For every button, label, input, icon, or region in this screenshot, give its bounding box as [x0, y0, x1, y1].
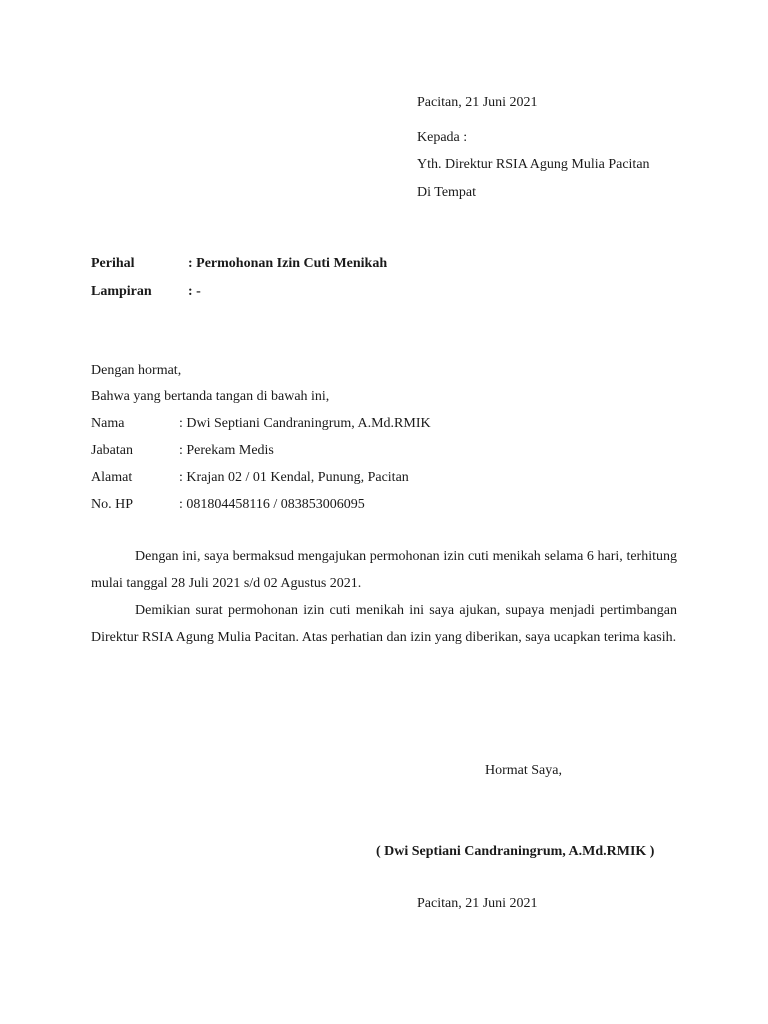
intro-line: Bahwa yang bertanda tangan di bawah ini,: [91, 389, 330, 404]
identity-value-nama: : Dwi Septiani Candraningrum, A.Md.RMIK: [179, 416, 431, 431]
recipient-line: Yth. Direktur RSIA Agung Mulia Pacitan: [417, 157, 650, 172]
perihal-label: Perihal: [91, 256, 135, 271]
identity-label-phone: No. HP: [91, 497, 134, 512]
closing-date: Pacitan, 21 Juni 2021: [417, 896, 538, 911]
salutation: Dengan hormat,: [91, 363, 182, 378]
identity-value-alamat: : Krajan 02 / 01 Kendal, Punung, Pacitan: [179, 470, 409, 485]
perihal-value: : Permohonan Izin Cuti Menikah: [188, 256, 388, 271]
identity-value-phone: : 081804458116 / 083853006095: [179, 497, 365, 512]
identity-value-jabatan: : Perekam Medis: [179, 443, 274, 458]
identity-label-jabatan: Jabatan: [91, 443, 133, 458]
lampiran-value: : -: [188, 284, 201, 299]
identity-label-alamat: Alamat: [91, 470, 133, 485]
body-paragraph-request: Dengan ini, saya bermaksud mengajukan permohonan izin cuti menikah selama 6 hari, terhitung mulai tanggal 28 Juli 2021 s/d 02 Agustus 2021.: [91, 549, 677, 591]
body-paragraph-closing: Demikian surat permohonan izin cuti menikah ini saya ajukan, supaya menjadi pertimbangan Direktur RSIA Agung Mulia Pacitan. Atas perhatian dan izin yang diberikan, saya ucapkan terima kasih.: [91, 603, 677, 645]
lampiran-label: Lampiran: [91, 284, 152, 299]
letter-date: Pacitan, 21 Juni 2021: [417, 95, 538, 110]
regards-line: Hormat Saya,: [485, 763, 562, 778]
identity-label-nama: Nama: [91, 416, 125, 431]
signer-name: ( Dwi Septiani Candraningrum, A.Md.RMIK ): [376, 844, 655, 859]
kepada-label: Kepada :: [417, 130, 468, 145]
recipient-location: Di Tempat: [417, 185, 477, 200]
